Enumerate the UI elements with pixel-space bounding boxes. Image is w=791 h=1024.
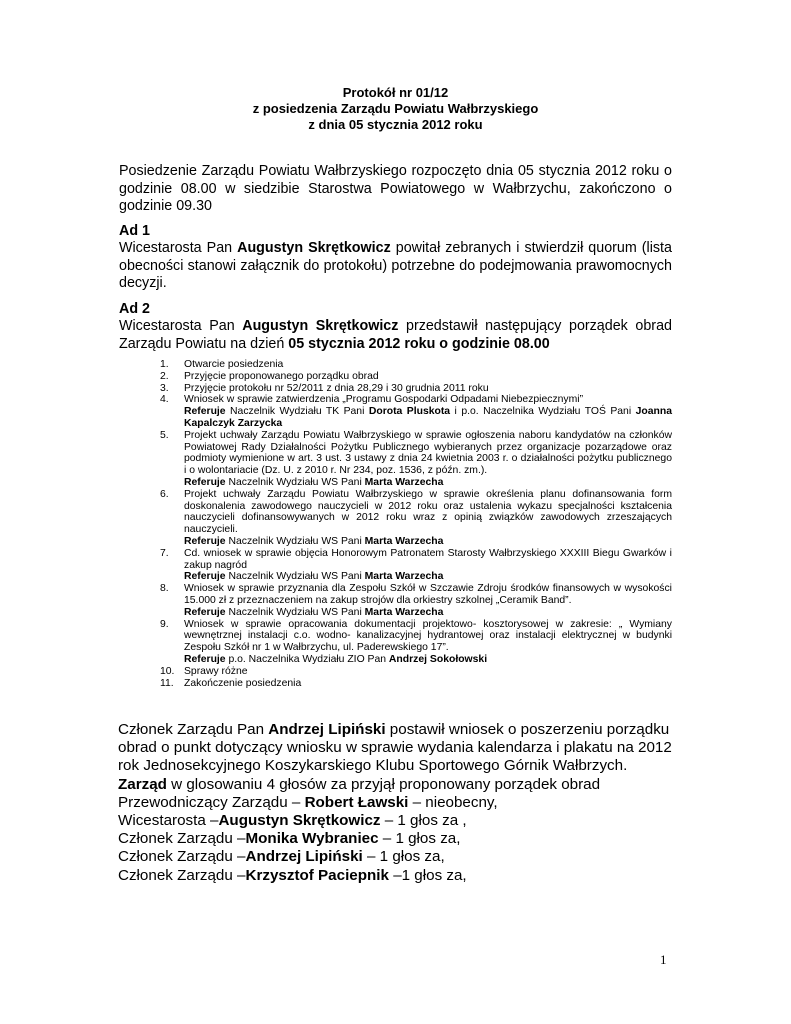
vote-text: w glosowaniu 4 głosów za przyjął proponowany porządek obrad [166, 775, 601, 793]
referent-label: Referuje [184, 535, 226, 547]
agenda-text: Przyjęcie proponowanego porządku obrad [184, 370, 379, 382]
member-vote: –1 głos za, [388, 866, 467, 884]
title-line-3: z dnia 05 stycznia 2012 roku [308, 117, 483, 132]
agenda-item [160, 583, 672, 618]
motion-pre: Członek Zarządu Pan [118, 721, 269, 738]
referent-name: Marta Warzecha [364, 606, 444, 618]
agenda-referent [184, 571, 672, 583]
referent-name: Andrzej Sokołowski [388, 653, 488, 665]
referent-pre: Naczelnik Wydziału WS Pani [225, 535, 365, 547]
referent-label: Referuje [184, 406, 226, 418]
agenda-number: 1. [160, 359, 169, 370]
agenda-number: 6. [160, 488, 169, 500]
member-line [118, 794, 678, 812]
member-line [118, 848, 678, 866]
referent-name: Marta Warzecha [364, 571, 444, 583]
member-vote: – 1 głos za, [378, 830, 461, 848]
member-vote: – nieobecny, [408, 793, 498, 811]
referent-label: Referuje [184, 476, 226, 488]
ad1-name: Augustyn Skrętkowicz [237, 240, 391, 256]
referent-pre: Naczelnik Wydziału WS Pani [225, 606, 365, 618]
ad1-paragraph [119, 240, 672, 293]
agenda-number: 2. [160, 370, 169, 382]
agenda-item [160, 394, 672, 429]
ad1-pre: Wicestarosta Pan [119, 240, 238, 256]
agenda-text: Przyjęcie protokołu nr 52/2011 z dnia 28,29 i 30 grudnia 2011 roku [184, 382, 489, 394]
referent-name: Marta Warzecha [364, 535, 444, 547]
agenda-referent [184, 607, 672, 619]
ad2-date: 05 stycznia 2012 roku o godzinie 08.00 [288, 335, 550, 352]
agenda-text: Zakończenie posiedzenia [184, 677, 302, 689]
ad2-mid: przedstawił następujący porządek obrad Zarządu Powiatu na dzień [119, 318, 672, 352]
document-title [0, 85, 791, 133]
section-ad1 [119, 223, 672, 293]
member-role: Członek Zarządu – [118, 830, 246, 848]
agenda-text: Wniosek w sprawie opracowania dokumentacji projektowo- kosztorysowej w zakresie: „ Wymiany wewnętrznej instalacji c.o. wodno- kanalizacyjnej hydrantowej oraz instalacji elektrycznej w budynki Zespołu Szkół nr 1 w Wałbrzychu, ul. Paderewskiego 17”. [184, 618, 672, 654]
member-role: Przewodniczący Zarządu – [118, 793, 305, 811]
agenda-item [160, 619, 672, 666]
ad1-post: powitał zebranych i stwierdził quorum (lista obecności stanowi załącznik do protokołu) potrzebne do podejmowania prawomocnych decyzji. [119, 240, 672, 291]
referent-name-2: Joanna Kapalczyk Zarzycka [184, 406, 672, 429]
motion-name: Andrzej Lipiński [268, 721, 386, 738]
agenda-number: 4. [160, 394, 169, 406]
agenda-item [160, 371, 672, 383]
member-role: Członek Zarządu – [118, 866, 246, 884]
page-number: 1 [660, 952, 667, 967]
agenda-item [160, 383, 672, 395]
motion-paragraph [118, 721, 678, 776]
agenda-item [160, 430, 672, 489]
referent-label: Referuje [184, 653, 226, 665]
agenda-number: 11. [160, 677, 174, 689]
decision-section [118, 721, 678, 885]
agenda-text: Cd. wniosek w sprawie objęcia Honorowym Patronatem Starosty Wałbrzyskiego XXXIII Biegu Gwarków i zakup nagród [184, 547, 672, 571]
member-role: Wicestarosta – [118, 812, 219, 830]
referent-pre: Naczelnik Wydziału WS Pani [225, 571, 365, 583]
motion-post: postawił wniosek o poszerzeniu porządku obrad o punkt dotyczący wniosku w sprawie wydania kalendarza i plakatu na 2012 rok Jednosekcyjnego Koszykarskiego Klubu Sportowego Górnik Wałbrzych. [118, 721, 672, 775]
agenda-text: Wniosek w sprawie przyznania dla Zespołu Szkół w Szczawie Zdroju środków finansowych w wysokości 15.000 zł z przeznaczeniem na zakup strojów dla orkiestry szkolnej „Ceramik Band”. [184, 583, 672, 606]
member-name: Krzysztof Paciepnik [245, 866, 389, 884]
referent-pre: Naczelnik Wydziału WS Pani [225, 476, 365, 488]
vote-label: Zarząd [118, 775, 167, 793]
agenda-list [160, 359, 672, 689]
agenda-text: Wniosek w sprawie zatwierdzenia „Programu Gospodarki Odpadami Niebezpiecznymi” [184, 394, 584, 406]
ad2-name: Augustyn Skrętkowicz [242, 318, 399, 334]
agenda-item [160, 678, 672, 690]
referent-name: Marta Warzecha [364, 476, 444, 488]
ad2-heading: Ad 2 [119, 301, 150, 317]
referent-name: Dorota Pluskota [368, 406, 451, 418]
agenda-item [160, 359, 672, 371]
agenda-number: 10. [160, 665, 175, 677]
agenda-item [160, 666, 672, 678]
agenda-text: Projekt uchwały Zarządu Powiatu Wałbrzyskiego w sprawie ogłoszenia naboru kandydatów na członków Powiatowej Rady Działalności Pożytku Publicznego wybieranych przez organizacje pozarządowe oraz podmioty wymienione w art. 3 ust. 3 ustawy z dnia 24 kwietnia 2003 r. o działalności pożytku publicznego i o wolontariacie (Dz. U. z 2010 r. Nr 234, poz. 1536, z późn. zm.). [184, 429, 672, 477]
agenda-number: 7. [160, 547, 169, 559]
ad2-pre: Wicestarosta Pan [119, 318, 243, 334]
agenda-number: 9. [160, 618, 169, 630]
agenda-number: 5. [160, 429, 169, 441]
agenda-referent [184, 477, 672, 489]
agenda-text: Sprawy różne [184, 665, 248, 677]
title-line-2: z posiedzenia Zarządu Powiatu Wałbrzyskiego [252, 101, 539, 116]
ad1-heading: Ad 1 [119, 223, 150, 239]
title-line-1: Protokół nr 01/12 [342, 85, 449, 100]
agenda-referent [184, 406, 672, 430]
agenda-item [160, 489, 672, 548]
referent-pre: p.o. Naczelnika Wydziału ZIO Pan [225, 653, 389, 665]
member-line [118, 830, 678, 848]
agenda-number: 8. [160, 583, 169, 595]
vote-line [118, 776, 678, 794]
member-line [118, 867, 678, 885]
agenda-text: Otwarcie posiedzenia [184, 359, 284, 370]
member-vote: – 1 głos za , [380, 812, 467, 830]
intro-paragraph: Posiedzenie Zarządu Powiatu Wałbrzyskiego rozpoczęto dnia 05 stycznia 2012 roku o godzinie 08.00 w siedzibie Starostwa Powiatowego w Wałbrzychu, zakończono o godzinie 09.30 [119, 163, 672, 214]
member-name: Robert Ławski [304, 793, 409, 811]
section-ad2 [119, 301, 672, 353]
member-name: Augustyn Skrętkowicz [218, 812, 381, 830]
agenda-text: Projekt uchwały Zarządu Powiatu Wałbrzyskiego w sprawie określenia planu dofinansowania form doskonalenia zawodowego nauczycieli w 2012 roku oraz ustalenia wykazu specjalności kształcenia nauczycieli dofinansowywanych w 2012 roku wraz z opinią związków zawodowych zrzeszających nauczycieli. [184, 488, 672, 536]
member-name: Monika Wybraniec [245, 830, 379, 848]
member-line [118, 812, 678, 830]
ad2-paragraph [119, 318, 672, 353]
referent-mid: i p.o. Naczelnika Wydziału TOŚ Pani [450, 406, 636, 418]
referent-label: Referuje [184, 571, 226, 583]
agenda-number: 3. [160, 382, 169, 394]
agenda-referent [184, 536, 672, 548]
agenda-item [160, 548, 672, 583]
member-role: Członek Zarządu – [118, 848, 246, 866]
referent-pre: Naczelnik Wydziału TK Pani [225, 406, 369, 418]
agenda-referent [184, 654, 672, 666]
member-name: Andrzej Lipiński [245, 848, 363, 866]
member-vote: – 1 głos za, [362, 848, 445, 866]
referent-label: Referuje [184, 606, 226, 618]
